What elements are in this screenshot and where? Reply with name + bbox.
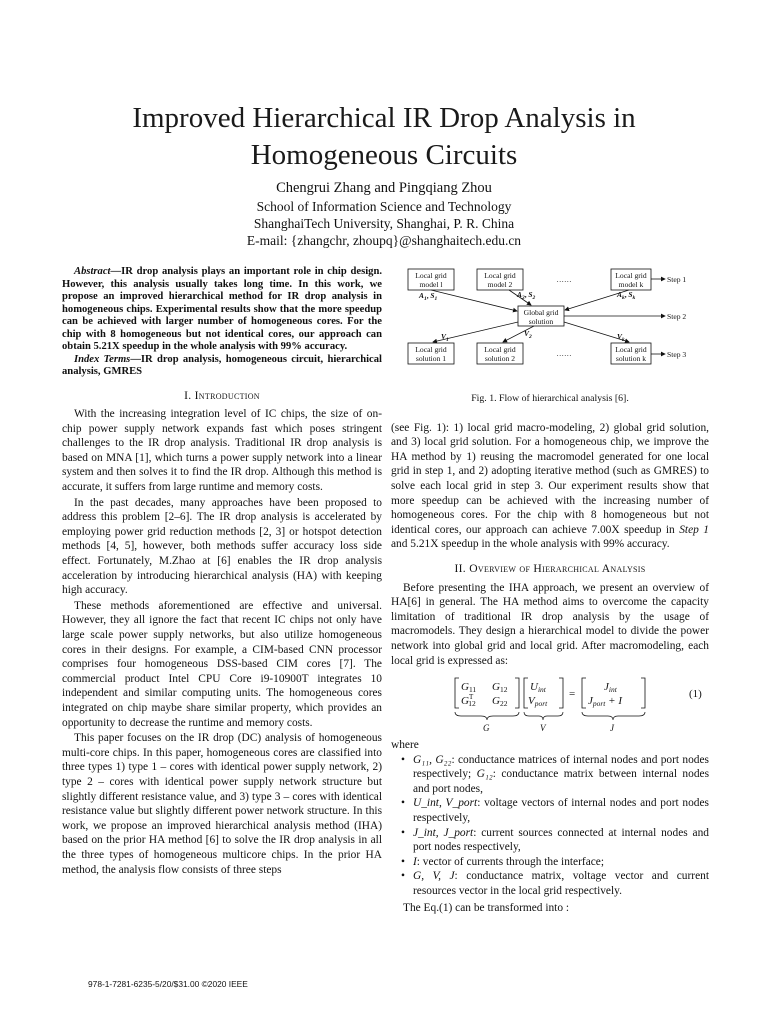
right-paragraph-1: (see Fig. 1): 1) local grid macro-modeling, 2) global grid solution, and 3) local grid solution. For a homogeneous chip, we improve the HA method by 1) reusing the macromodel generated for one local grid in step 1, and 2) adopting iterative method (such as GMRES) to solve each local grid in step 3. Our experiment results show that more speedup can be achieved with the increasing number of homogeneous cores. For the chip with 8 homogeneous but not identical cores, our approach can achieve 7.00X speedup in Step 1 and 5.21X speedup in the whole analysis with 99% accuracy. [391, 421, 709, 551]
box-local-model-2-line2: model 2 [487, 280, 513, 289]
eq-label-v: V [540, 723, 546, 734]
affiliation-school: School of Information Science and Technology [256, 199, 512, 214]
step-3-label: Step 3 [667, 350, 687, 359]
step-2-label: Step 2 [667, 312, 687, 321]
box-local-solution-k-line2: solution k [615, 354, 647, 363]
arrow-model1-to-global [431, 290, 517, 311]
section-heading-overview: II. Overview of Hierarchical Analysis [454, 561, 646, 575]
eq-g12: G12 [492, 681, 508, 695]
eq-vport: Vport [528, 695, 548, 709]
transform-text: The Eq.(1) can be transformed into : [403, 901, 570, 914]
author-names: Chengrui Zhang and Pingqiang Zhou [276, 180, 492, 196]
box-local-solution-1-line1: Local grid [415, 345, 447, 354]
list-item: • I: vector of currents through the interface; [403, 855, 709, 870]
label-a1-s1: $A_1$, $S_1$ [419, 291, 438, 302]
ellipsis-top: …… [556, 275, 572, 284]
figure-1-caption: Fig. 1. Flow of hierarchical analysis [6]. [471, 393, 629, 404]
hierarchical-flow-diagram [391, 266, 709, 394]
abstract [62, 266, 382, 354]
copyright-footer: 978-1-7281-6235-5/20/$31.00 ©2020 IEEE [88, 979, 248, 989]
section-heading-introduction: I. Introduction [184, 388, 260, 402]
box-local-solution-k-line1: Local grid [615, 345, 647, 354]
author-email: E-mail: {zhangchr, zhoupq}@shanghaitech.edu.cn [246, 233, 522, 248]
eq-uint: Uint [530, 681, 546, 695]
intro-paragraph-1: With the increasing integration level of IC chips, the size of on-chip power supply network expands fast which poses stringent challenges to the IR drop analysis. Traditional IR drop analysis is based on MNA [1], which turns a power supply network into a linear system and then solves it to find the IR drop. Although this method is accurate, it suffers from large runtime and memory costs. [62, 408, 382, 494]
label-ak-sk: $A_k$, $S_k$ [617, 290, 636, 301]
box-local-model-k-line2: model k [618, 280, 644, 289]
label-vk: $V_k$ [617, 332, 625, 343]
where-text: where [391, 739, 419, 752]
box-local-model-1-line1: Local grid [415, 271, 447, 280]
box-local-solution-2-line2: solution 2 [484, 354, 516, 363]
box-global-line2: solution [528, 317, 554, 326]
right-column [391, 266, 709, 915]
box-global-line1: Global grid [523, 308, 559, 317]
eq-label-j: J [610, 723, 614, 734]
left-column [62, 266, 382, 878]
author-block [60, 180, 708, 249]
list-item: • G₁₁, G₂₂: conductance matrices of internal nodes and port nodes respectively; G₁₂: conductance matrix between internal nodes and port nodes, [403, 753, 709, 797]
intro-paragraph-3: These methods aforementioned are effective and universal. However, they all ignore the fact that recent IC chips not only have large scale power supply networks, but also utilize homogeneous cores in their designs. For example, a CIM-based CNN processor comprises four homogeneous DSS-based CIM cores [7]. The commercial product Intel CPU Core i9-10900T integrates 10 independent and similar computing units. The homogeneous cores integrated on chip maybe share similar property, which provides an opportunity to decrease the runtime and memory costs. [62, 599, 382, 729]
box-local-model-1-line2: model l [419, 280, 443, 289]
eq-number: (1) [689, 688, 702, 701]
paper-title [60, 100, 708, 174]
box-local-solution-1-line2: solution 1 [415, 354, 447, 363]
overview-paragraph-1: Before presenting the IHA approach, we present an overview of HA[6] in general. The HA method aims to overcome the capacity limitation of traditional IR drop analysis by the usage of macromodels. They design a hierarchical model to divide the power network into global grid and local grid. After macromodeling, each local grid is expressed as: [391, 581, 709, 667]
equation-1-svg [391, 674, 709, 736]
title-line-2: Homogeneous Circuits [250, 139, 518, 171]
step-1-italic: Step 1 [679, 523, 709, 536]
eq-g12t: $G^T$ 12 [461, 693, 476, 709]
intro-paragraph-4: This paper focuses on the IR drop (DC) analysis of homogeneous multi-core chips. In this paper, homogeneous cores are classified into three types 1) type 1 – cores with identical power supply network, 2) type 2 – cores with identical power supply network structure but slightly different resistance value, and 3) type 3 – cores with identical resistance value but slightly different power network structure. In this work, we propose an improved hierarchical analysis method (IHA) based on the prior HA method [6] to solve the IR drop analysis in all the three types of homogeneous multicore chips. In the prior HA method, the analysis flow consists of three steps [62, 732, 382, 876]
list-item: • U_int, V_port: voltage vectors of internal nodes and port nodes respectively, [403, 796, 709, 825]
label-v2: $V_2$ [524, 329, 532, 340]
eq-jint: Jint [604, 681, 617, 695]
box-local-model-2-line1: Local grid [484, 271, 516, 280]
eq-g11: G11 [461, 681, 477, 695]
variable-list [391, 753, 709, 899]
eq-equals: = [569, 688, 576, 701]
index-terms-label: Index Terms [74, 353, 131, 365]
box-local-model-k-line1: Local grid [615, 271, 647, 280]
eq-jport-plus-i: Jport + I [588, 695, 622, 709]
intro-paragraph-2: In the past decades, many approaches have been proposed to address this problem [2–6]. The IR drop analysis is accelerated by employing power grid reduction methods [2, 3] or hotspot detection methods [4, 5], however, both methods suffer accuracy loss side effect. Fortunately, M.Zhao at [6] enables the IR drop analysis acceleration by introducing hierarchical analysis (HA) with keeping high accuracy. [62, 496, 382, 597]
label-v1: $V_1$ [441, 332, 449, 343]
title-line-1: Improved Hierarchical IR Drop Analysis in [132, 102, 636, 134]
eq-g22: G22 [492, 695, 508, 709]
index-terms-text: —IR drop analysis, homogeneous circuit, hierarchical analysis, GMRES [62, 353, 382, 377]
figure-1 [391, 266, 709, 394]
ellipsis-bottom: …… [556, 349, 572, 358]
label-a2-s2: $A_2$, $S_2$ [517, 290, 536, 301]
abstract-label: Abstract [74, 266, 111, 277]
equation-1 [391, 674, 709, 736]
abstract-text: —IR drop analysis plays an important role in chip design. However, this analysis usually takes long time. In this work, we propose an improved hierarchical method for IR drop analysis in homogeneous chips. Experimental results show that the more speedup can be achieved with larger number of homogeneous cores. For the chip with 8 homogeneous but not identical cores, our approach can obtain 5.21X speedup in the whole analysis with 99% accuracy. [62, 266, 382, 352]
list-item: • J_int, J_port: current sources connected at internal nodes and port nodes respectively, [403, 826, 709, 855]
step-1-label: Step 1 [667, 275, 687, 284]
affiliation-university: ShanghaiTech University, Shanghai, P. R. China [253, 216, 515, 231]
box-local-solution-2-line1: Local grid [484, 345, 516, 354]
eq-label-g: G [483, 723, 490, 734]
index-terms [62, 354, 382, 379]
list-item: • G, V, J: conductance matrix, voltage vector and current resources vector in the local grid respectively. [403, 869, 709, 898]
